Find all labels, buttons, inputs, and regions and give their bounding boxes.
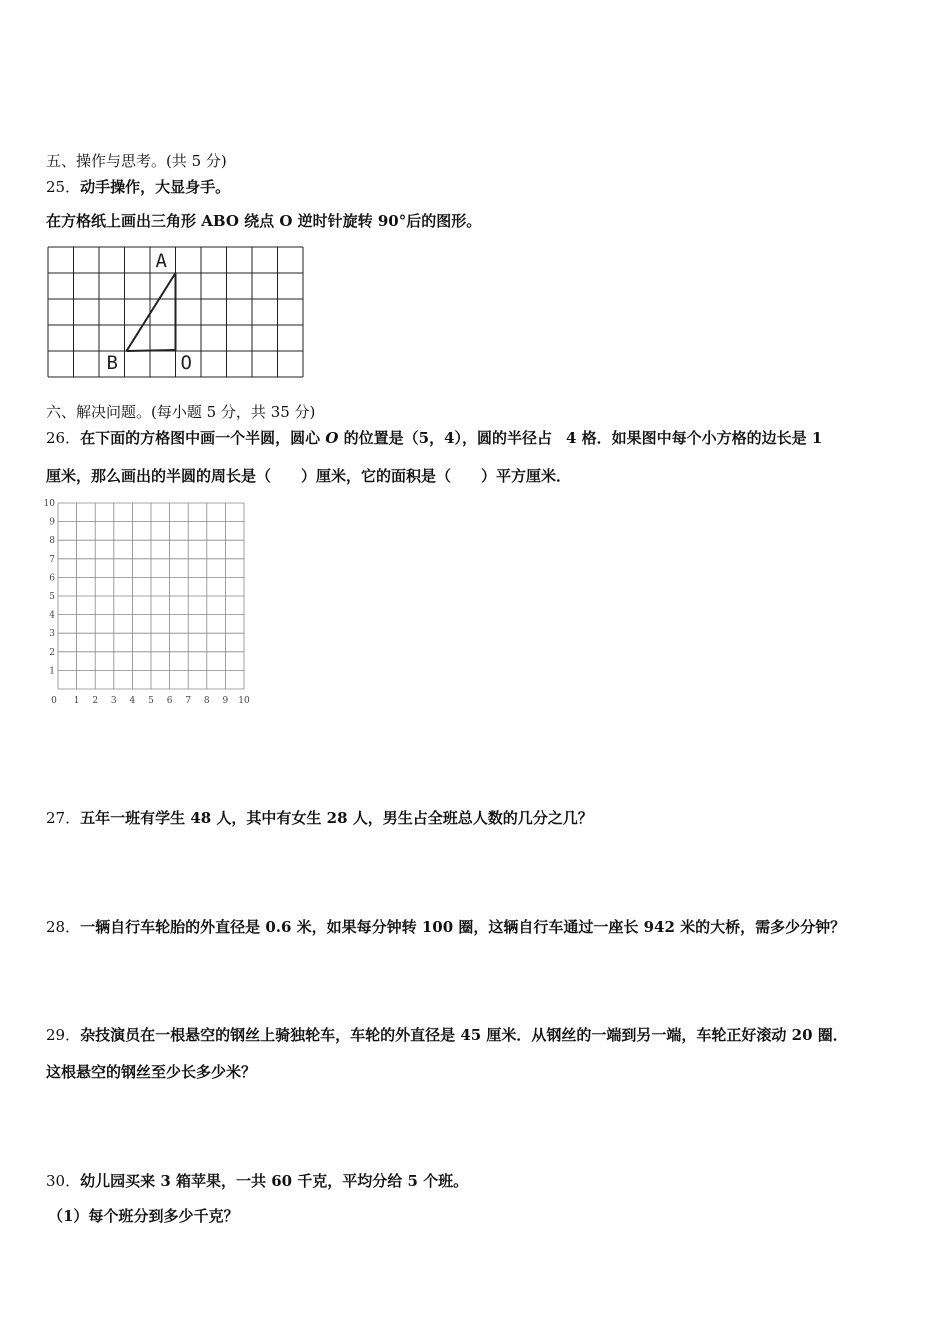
x-tick-label: 10	[238, 696, 250, 706]
question-text: 在下面的方格图中画一个半圆，圆心	[80, 429, 326, 447]
question-number: 28．	[46, 918, 81, 936]
question-text: 杂技演员在一根悬空的钢丝上骑独轮车，车轮的外直径是 45 厘米．从钢丝的一端到另一端，车轮正好滚动 20 圈．	[80, 1026, 848, 1044]
question-25-title	[46, 177, 230, 197]
y-tick-label: 4	[49, 610, 55, 621]
y-tick-label: 10	[43, 499, 55, 509]
y-tick-label: 8	[49, 536, 55, 547]
section-5-heading: 五、操作与思考。(共 5 分)	[46, 152, 227, 170]
section-6-heading: 六、解决问题。(每小题 5 分，共 35 分)	[46, 403, 316, 421]
coordinate-grid	[40, 496, 260, 706]
question-26-line-1	[46, 428, 822, 448]
point-b-label: B	[106, 352, 118, 374]
question-number: 26．	[46, 429, 81, 447]
question-text: 动手操作，大显身手。	[80, 178, 231, 196]
x-tick-label: 8	[203, 696, 210, 706]
question-text: 一辆自行车轮胎的外直径是 0.6 米，如果每分钟转 100 圈，这辆自行车通过一座长 942 米的大桥，需多少分钟？	[80, 918, 846, 936]
question-30	[46, 1171, 468, 1191]
x-tick-label: 5	[148, 696, 154, 706]
question-text: 五年一班有学生 48 人，其中有女生 28 人，男生占全班总人数的几分之几？	[80, 809, 593, 827]
y-tick-label: 5	[49, 592, 55, 602]
question-number: 29．	[46, 1026, 81, 1044]
y-tick-label: 3	[49, 629, 55, 640]
question-28	[46, 917, 845, 937]
center-variable: O	[325, 429, 339, 447]
segment-ab	[127, 273, 176, 351]
point-o-label: O	[180, 352, 192, 374]
question-text: 的位置是（5，4），圆的半径占	[338, 429, 553, 447]
question-text: 幼儿园买来 3 箱苹果，一共 60 千克，平均分给 5 个班。	[80, 1172, 469, 1190]
question-number: 27．	[46, 809, 81, 827]
y-axis-ticks	[44, 499, 56, 676]
point-a-label: A	[155, 250, 167, 272]
x-tick-label: 3	[110, 696, 117, 706]
x-tick-label: 0	[51, 696, 57, 706]
x-tick-label: 6	[166, 696, 173, 706]
x-axis-ticks	[51, 696, 250, 706]
y-tick-label: 1	[49, 666, 55, 677]
question-27	[46, 808, 593, 828]
x-tick-label: 2	[92, 696, 99, 706]
question-text: 4 格．如果图中每个小方格的边长是 1	[566, 429, 823, 447]
x-tick-label: 9	[222, 696, 229, 706]
y-tick-label: 6	[49, 573, 55, 584]
y-tick-label: 9	[49, 517, 55, 528]
grid-lines	[58, 503, 244, 689]
question-29-line-1	[46, 1025, 848, 1045]
question-30-sub-1: （1）每个班分到多少千克？	[48, 1207, 239, 1225]
x-tick-label: 4	[129, 696, 136, 706]
y-tick-label: 2	[49, 647, 55, 658]
rotation-grid-figure	[46, 245, 306, 380]
question-26-line-2: 厘米，那么画出的半圆的周长是（ ）厘米，它的面积是（ ）平方厘米．	[46, 467, 572, 485]
question-number: 25．	[46, 178, 81, 196]
question-29-line-2: 这根悬空的钢丝至少长多少米？	[46, 1063, 257, 1081]
x-tick-label: 1	[73, 696, 80, 706]
question-25-instruction: 在方格纸上画出三角形 ABO 绕点 O 逆时针旋转 90°后的图形。	[46, 212, 482, 230]
x-tick-label: 7	[185, 696, 192, 706]
segment-bo	[127, 350, 176, 351]
y-tick-label: 7	[49, 554, 55, 565]
question-number: 30．	[46, 1172, 81, 1190]
